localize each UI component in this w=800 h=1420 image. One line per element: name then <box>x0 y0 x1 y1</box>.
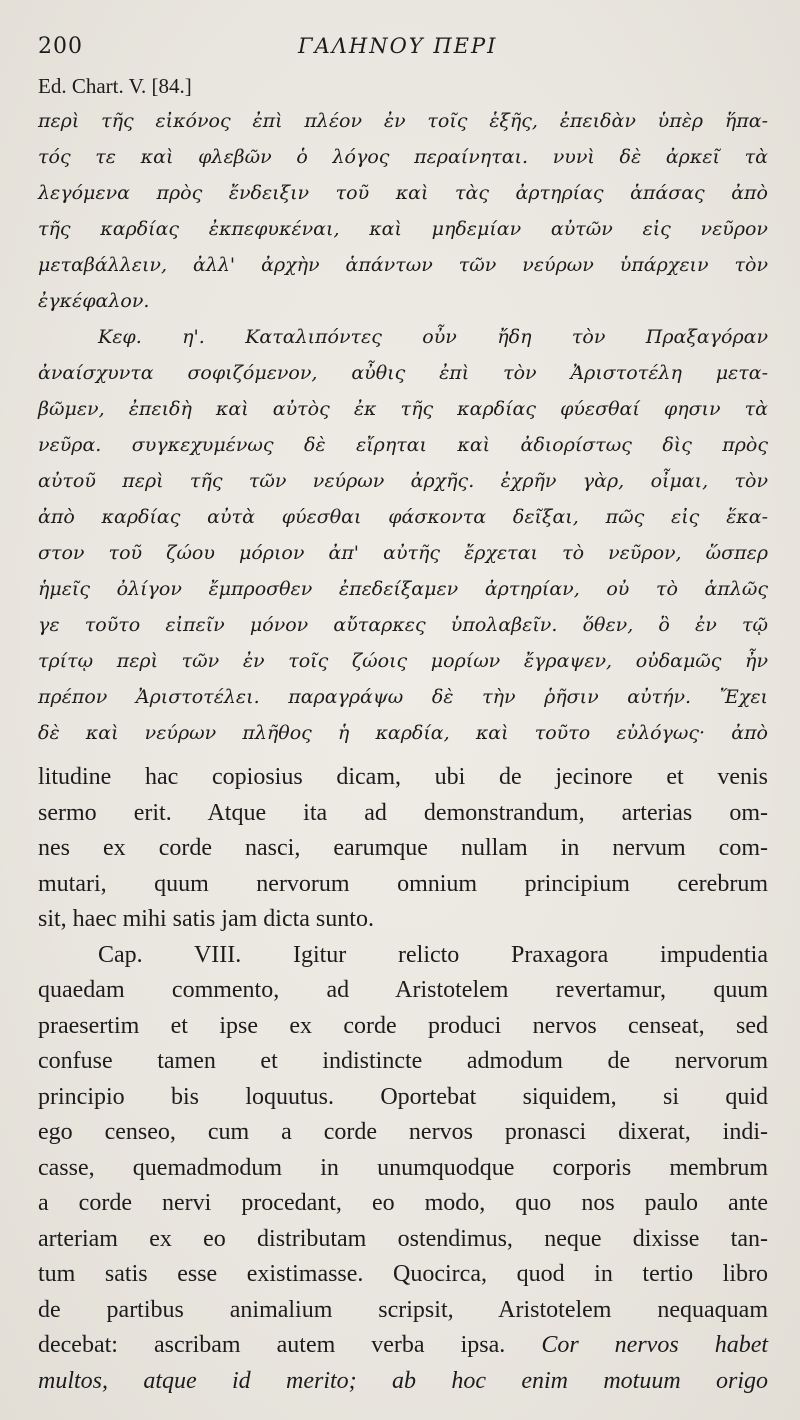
greek-line: τός τε καὶ φλεβῶν ὁ λόγος περαίνηται. νυνὶ δὲ ἀρκεῖ τὰ <box>38 146 768 168</box>
greek-line: βῶμεν, ἐπειδὴ καὶ αὐτὸς ἐκ τῆς καρδίας φύεσθαί φησιν τὰ <box>38 398 768 420</box>
latin-italic-quote: Cor nervos habet <box>541 1332 769 1358</box>
greek-line: ἡμεῖς ὀλίγον ἔμπροσθεν ἐπεδείξαμεν ἀρτηρίαν, οὐ τὸ ἁπλῶς <box>38 578 768 600</box>
greek-line: λεγόμενα πρὸς ἔνδειξιν τοῦ καὶ τὰς ἀρτηρίας ἁπάσας ἀπὸ <box>38 182 768 204</box>
latin-italic-line: multos, atque id merito; ab hoc enim motuum origo <box>38 1367 768 1394</box>
page-number: 200 <box>38 34 83 59</box>
greek-line: τρίτῳ περὶ τῶν ἐν τοῖς ζώοις μορίων ἔγραψεν, οὐδαμῶς ἦν <box>38 650 768 672</box>
latin-chapter-start: Cap. VIII. Igitur relicto Praxagora impudentia <box>98 941 768 968</box>
latin-roman-segment: decebat: ascribam autem verba ipsa. <box>38 1332 506 1358</box>
greek-line: ἐγκέφαλον. <box>38 290 150 312</box>
latin-line: sermo erit. Atque ita ad demonstrandum, arterias om- <box>38 799 768 826</box>
greek-chapter-start: Κεφ. η'. Καταλιπόντες οὖν ἤδη τὸν Πραξαγόραν <box>98 326 768 348</box>
latin-line: litudine hac copiosius dicam, ubi de jecinore et venis <box>38 764 768 790</box>
latin-line: principio bis loquutus. Oportebat siquidem, si quid <box>38 1083 768 1110</box>
greek-line: τῆς καρδίας ἐκπεφυκέναι, καὶ μηδεμίαν αὐτῶν εἰς νεῦρον <box>38 218 768 240</box>
greek-line: γε τοῦτο εἰπεῖν μόνον αὔταρκες ὑπολαβεῖν. ὅθεν, ὃ ἐν τῷ <box>38 614 768 636</box>
latin-line: ego censeo, cum a corde nervos pronasci dixerat, indi- <box>38 1119 768 1145</box>
latin-line-mixed <box>38 1328 768 1364</box>
latin-line: tum satis esse existimasse. Quocirca, quod in tertio libro <box>38 1261 768 1287</box>
greek-text-block <box>38 103 768 751</box>
latin-line: praesertim et ipse ex corde produci nervos censeat, sed <box>38 1012 768 1039</box>
greek-line: νεῦρα. συγκεχυμένως δὲ εἴρηται καὶ ἀδιορίστως δὶς πρὸς <box>38 434 768 456</box>
latin-line: casse, quemadmodum in unumquodque corporis membrum <box>38 1154 768 1181</box>
latin-line: de partibus animalium scripsit, Aristotelem nequaquam <box>38 1296 768 1323</box>
greek-line: ἀπὸ καρδίας αὐτὰ φύεσθαι φάσκοντα δεῖξαι, πῶς εἰς ἕκα- <box>38 506 768 528</box>
greek-line: στον τοῦ ζώου μόριον ἀπ' αὐτῆς ἔρχεται τὸ νεῦρον, ὥσπερ <box>38 542 768 564</box>
greek-line: δὲ καὶ νεύρων πλῆθος ἡ καρδία, καὶ τοῦτο εὐλόγως· ἀπὸ <box>38 722 768 744</box>
latin-line: arteriam ex eo distributam ostendimus, neque dixisse tan- <box>38 1225 768 1252</box>
latin-line: a corde nervi procedant, eo modo, quo nos paulo ante <box>38 1190 768 1216</box>
latin-line: sit, haec mihi satis jam dicta sunto. <box>38 906 374 932</box>
greek-line: μεταβάλλειν, ἀλλ' ἀρχὴν ἁπάντων τῶν νεύρων ὑπάρχειν τὸν <box>38 254 768 276</box>
latin-line: confuse tamen et indistincte admodum de nervorum <box>38 1048 768 1074</box>
greek-line: ἀναίσχυντα σοφιζόμενον, αὖθις ἐπὶ τὸν Ἀριστοτέλη μετα- <box>38 362 768 384</box>
latin-line: mutari, quum nervorum omnium principium cerebrum <box>38 870 768 897</box>
running-head: ΓΑΛΗΝΟΥ ΠΕΡΙ <box>298 34 498 58</box>
greek-line: περὶ τῆς εἰκόνος ἐπὶ πλέον ἐν τοῖς ἑξῆς, ἐπειδὰν ὑπὲρ ἥπα- <box>38 110 768 132</box>
edition-reference: Ed. Chart. V. [84.] <box>38 74 192 98</box>
page-header <box>38 34 762 64</box>
latin-line: quaedam commento, ad Aristotelem revertamur, quum <box>38 977 768 1003</box>
greek-line: πρέπον Ἀριστοτέλει. παραγράψω δὲ τὴν ῥῆσιν αὐτήν. Ἔχει <box>38 686 768 708</box>
latin-text-block <box>38 760 768 1399</box>
greek-line: αὐτοῦ περὶ τῆς τῶν νεύρων ἀρχῆς. ἐχρῆν γὰρ, οἶμαι, τὸν <box>38 470 768 492</box>
latin-line: nes ex corde nasci, earumque nullam in nervum com- <box>38 835 768 861</box>
